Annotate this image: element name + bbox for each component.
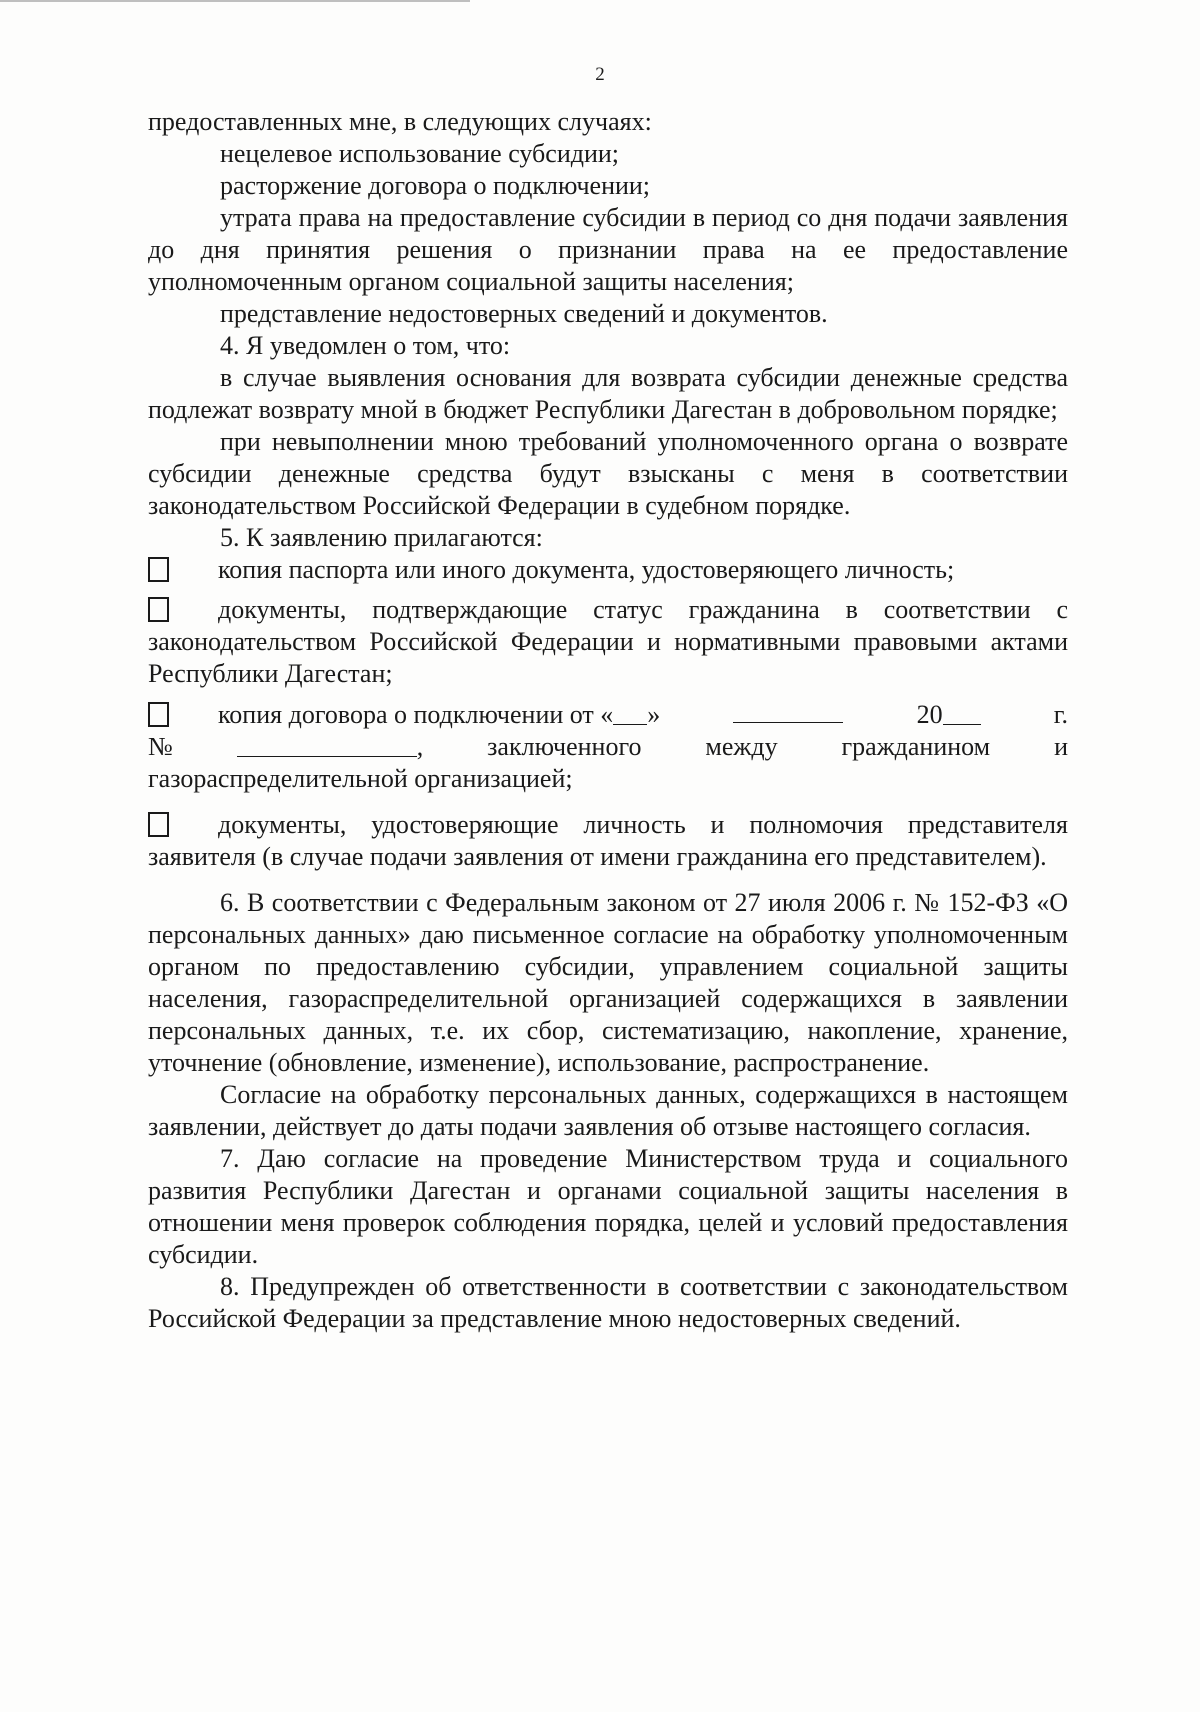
case-contract-termination: расторжение договора о подключении; [220,171,651,200]
attachment-label: копия паспорта или иного документа, удостоверяющего личность; [218,555,955,584]
page-number: 2 [595,64,605,85]
section-7-inspection-consent: 7. Даю согласие на проведение Министерством труда и социального развития Республики Дагестан и органами социальной защиты населения в отношении меня проверок соблюдения порядка, целей и условий предоставления субсидии. [148,1144,1068,1269]
attachment-label: документы, подтверждающие статус гражданина в соответствии с законодательством Российской Федерации и нормативными правовыми актами Республики Дагестан; [148,595,1068,688]
section-4-court-recovery: при невыполнении мною требований уполномоченного органа о возврате субсидии денежные средства будут взысканы с меня в соответствии законодательством Российской Федерации в судебном порядке. [148,427,1068,520]
comma: , [416,732,424,761]
contract-concluded-word: заключенного [487,732,642,761]
document-body [148,106,1068,1335]
attachment-contract-copy [148,698,1068,795]
contract-year-blank[interactable] [943,700,981,725]
contract-number-sign: № [148,732,173,761]
attachment-label: документы, удостоверяющие личность и полномочия представителя заявителя (в случае подачи заявления от имени гражданина его представителем). [148,810,1068,871]
contract-month-blank[interactable] [733,698,843,723]
contract-between-word: между [705,732,778,761]
case-false-information: представление недостоверных сведений и документов. [220,299,828,328]
attachment-passport [148,554,1068,586]
attachment-contract-line-1 [148,698,1068,731]
section-8-liability-warning: 8. Предупрежден об ответственности в соответствии с законодательством Российской Федерации за представление мною недостоверных сведений. [148,1272,1068,1333]
attachment-status-documents [148,594,1068,690]
contract-citizen-word: гражданином [841,732,991,761]
section-6-consent: 6. В соответствии с Федеральным законом от 27 июля 2006 г. № 152-ФЗ «О персональных данных» даю письменное согласие на обработку уполномоченным органом по предоставлению субсидии, управлением социальной защиты населения, газораспределительной организацией содержащихся в заявлении персональных данных, т.е. их сбор, систематизацию, накопление, хранение, уточнение (обновление, изменение), использование, распространение. [148,888,1068,1077]
contract-day-blank[interactable] [613,700,647,725]
section-6-consent-validity: Согласие на обработку персональных данных, содержащихся в настоящем заявлении, действует до даты подачи заявления об отзыве настоящего согласия. [148,1080,1068,1141]
section-4-voluntary-return: в случае выявления основания для возврата субсидии денежные средства подлежат возврату мной в бюджет Республики Дагестан в добровольном порядке; [148,363,1068,424]
case-loss-of-right: утрата права на предоставление субсидии в период со дня подачи заявления до дня принятия решения о признании права на ее предоставление уполномоченным органом социальной защиты населения; [148,203,1068,296]
contract-number-blank[interactable] [237,732,417,757]
attachment-contract-line-2 [148,731,1068,763]
attachment-representative-documents [148,809,1068,873]
attachment-checkbox[interactable] [148,597,169,622]
contract-copy-label: копия договора о подключении от « [218,700,614,729]
attachment-checkbox[interactable] [148,557,169,582]
contract-year-suffix: г. [1053,700,1068,729]
scan-edge-line [0,0,470,2]
paragraph-continuation: предоставленных мне, в следующих случаях: [148,107,652,136]
section-5-heading: 5. К заявлению прилагаются: [220,523,543,552]
contract-and-word: и [1054,732,1068,761]
contract-year-prefix: 20 [916,700,943,729]
attachment-checkbox[interactable] [148,812,169,837]
attachment-contract-line-3: газораспределительной организацией; [148,764,573,793]
case-misuse: нецелевое использование субсидии; [220,139,620,168]
contract-quote-close: » [647,700,661,729]
attachment-checkbox[interactable] [148,702,169,727]
section-4-heading: 4. Я уведомлен о том, что: [220,331,511,360]
